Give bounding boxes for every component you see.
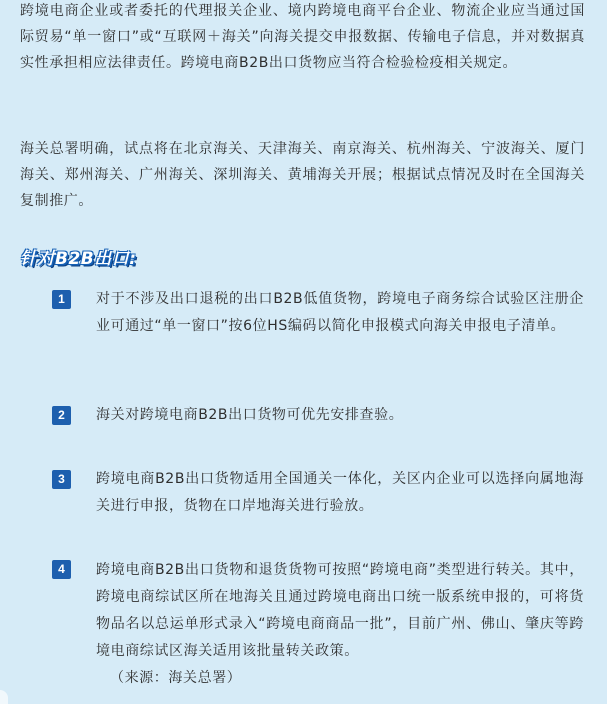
number-badge: 4 [52, 560, 71, 579]
corner-decoration [0, 690, 8, 704]
list-item-text: 对于不涉及出口退税的出口B2B低值货物，跨境电子商务综合试验区注册企业可通过“单一窗口”按6位HS编码以简化申报模式向海关申报电子清单。 [96, 291, 584, 334]
list-item-text: 跨境电商B2B出口货物适用全国通关一体化，关区内企业可以选择向属地海关进行申报，货物在口岸地海关进行验放。 [96, 471, 584, 514]
section-heading: 针对B2B出口: [20, 249, 137, 269]
number-badge: 1 [52, 290, 71, 309]
intro-paragraph-1: 跨境电商企业或者委托的代理报关企业、境内跨境电商平台企业、物流企业应当通过国际贸易“单一窗口”或“互联网＋海关”向海关提交申报数据、传输电子信息，并对数据真实性承担相应法律责任。跨境电商B2B出口货物应当符合检验检疫相关规定。 [20, 3, 585, 71]
intro-paragraph-2: 海关总署明确，试点将在北京海关、天津海关、南京海关、杭州海关、宁波海关、厦门海关、郑州海关、广州海关、深圳海关、黄埔海关开展；根据试点情况及时在全国海关复制推广。 [20, 141, 585, 209]
list-item-text: 海关对跨境电商B2B出口货物可优先安排查验。 [96, 407, 404, 423]
number-badge: 2 [52, 406, 71, 425]
source-note: （来源：海关总署） [110, 670, 242, 686]
list-item-text: 跨境电商B2B出口货物和退货货物可按照“跨境电商”类型进行转关。其中，跨境电商综试区所在地海关且通过跨境电商出口统一版系统申报的，可将货物品名以总运单形式录入“跨境电商商品一批”，目前广州、佛山、肇庆等跨境电商综试区海关适用该批量转关政策。 [96, 562, 584, 659]
number-badge: 3 [52, 470, 71, 489]
